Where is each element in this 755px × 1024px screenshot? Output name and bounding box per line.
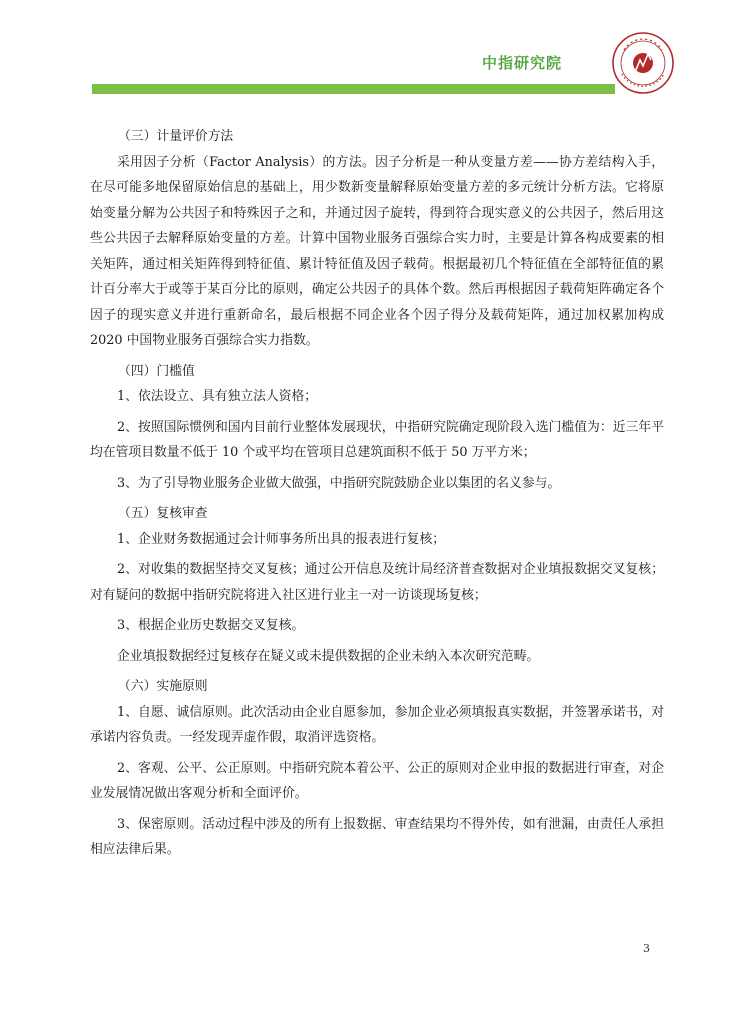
header-title: 中指研究院 (482, 54, 563, 72)
logo-seal-icon (610, 30, 676, 96)
section-heading: （五）复核审查 (118, 506, 208, 521)
paragraph: 3、根据企业历史数据交叉复核。 (117, 618, 305, 633)
document-body (90, 124, 664, 868)
paragraph: 1、自愿、诚信原则。此次活动由企业自愿参加，参加企业必须填报真实数据，并签署承诺书，对承诺内容负责。一经发现弄虚作假，取消评选资格。 (90, 704, 664, 745)
paragraph: 企业填报数据经过复核存在疑义或未提供数据的企业未纳入本次研究范畴。 (117, 648, 540, 664)
paragraph: 3、为了引导物业服务企业做大做强，中指研究院鼓励企业以集团的名义参与。 (117, 475, 561, 491)
header-bar (92, 84, 615, 94)
paragraph: 采用因子分析（Factor Analysis）的方法。因子分析是一种从变量方差——协方差结构入手，在尽可能多地保留原始信息的基础上，用少数新变量解释原始变量方差的多元统计分析方法。它将原始变量分解为公共因子和特殊因子之和，并通过因子旋转，得到符合现实意义的公共因子，然后用这些公共因子去解释原始变量的方差。计算中国物业服务百强综合实力时，主要是计算各构成要素的相关矩阵，通过相关矩阵得到特征值、累计特征值及因子载荷。根据最初几个特征值在全部特征值的累计百分率大于或等于某百分比的原则，确定公共因子的具体个数。然后再根据因子载荷矩阵确定各个因子的现实意义并进行重新命名，最后根据不同企业各个因子得分及载荷矩阵，通过加权累加构成 2020 中国物业服务百强综合实力指数。 (90, 154, 664, 348)
paragraph: 2、客观、公平、公正原则。中指研究院本着公平、公正的原则对企业申报的数据进行审查，对企业发展情况做出客观分析和全面评价。 (90, 760, 664, 801)
section-heading: （三）计量评价方法 (118, 129, 234, 144)
page-number: 3 (643, 942, 650, 955)
paragraph: 3、保密原则。活动过程中涉及的所有上报数据、审查结果均不得外传，如有泄漏，由责任人承担相应法律后果。 (90, 816, 664, 857)
paragraph: 2、对收集的数据坚持交叉复核；通过公开信息及统计局经济普查数据对企业填报数据交叉复核；对有疑问的数据中指研究院将进入社区进行业主一对一访谈现场复核； (90, 562, 664, 603)
paragraph: 1、企业财务数据通过会计师事务所出具的报表进行复核； (117, 531, 446, 547)
section-heading: （四）门槛值 (118, 363, 195, 379)
section-heading: （六）实施原则 (118, 679, 208, 694)
paragraph: 1、依法设立、具有独立法人资格； (117, 389, 318, 404)
paragraph: 2、按照国际惯例和国内目前行业整体发展现状，中指研究院确定现阶段入选门槛值为：近三年平均在管项目数量不低于 10 个或平均在管项目总建筑面积不低于 50 万平方米； (90, 419, 664, 460)
